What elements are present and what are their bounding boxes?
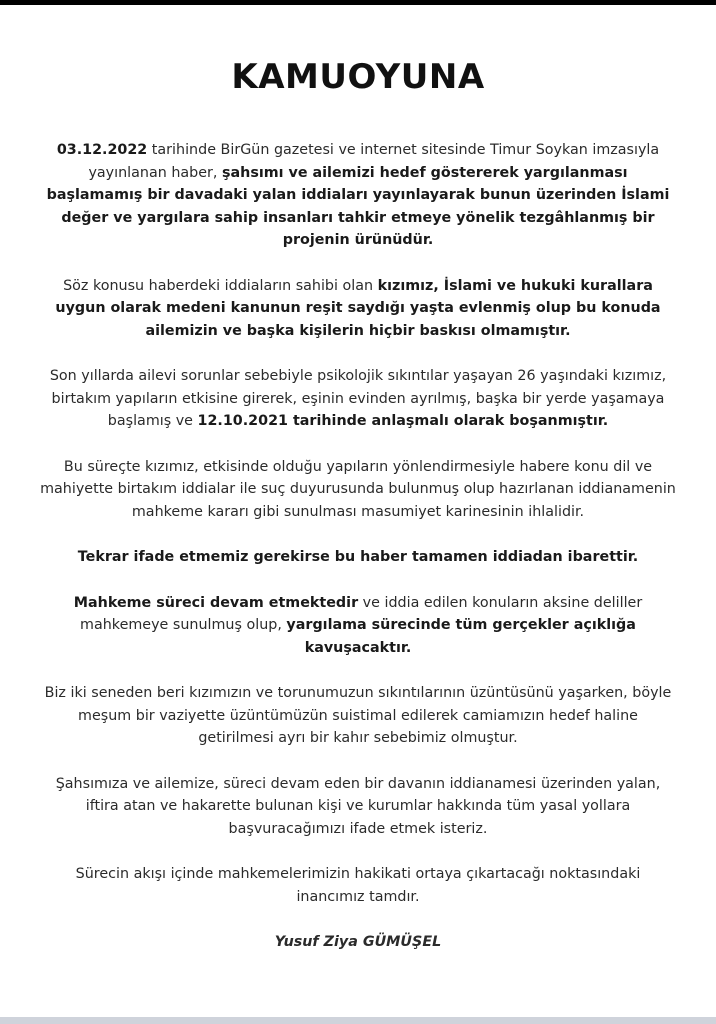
paragraph-6-bold-1: Mahkeme süreci devam etmektedir [73, 594, 359, 611]
paragraph-3-text: Son yıllarda ailevi sorunlar sebebiyle psikolojik sıkıntılar yaşayan 26 yaşındaki kızımız, birtakım yapıların etkisine girerek, eşinin evinden ayrılmış, başka bir yerde yaşamaya başlamış ve [49, 368, 667, 429]
statement-body [40, 139, 676, 954]
paragraph-4 [40, 456, 676, 524]
date-text: 03.12.2022 [56, 142, 148, 158]
paragraph-6-bold-2: yargılama sürecinde tüm gerçekler açıklığa kavuşacaktır. [286, 617, 636, 656]
paragraph-6 [40, 592, 676, 660]
bottom-strip [0, 1017, 716, 1024]
paragraph-1 [40, 139, 676, 252]
paragraph-5-bold: Tekrar ifade etmemiz gerekirse bu haber tamamen iddiadan ibarettir. [77, 549, 639, 565]
signature: Yusuf Ziya GÜMÜŞEL [274, 934, 442, 950]
paragraph-3-bold: 12.10.2021 tarihinde anlaşmalı olarak boşanmıştır. [197, 413, 609, 429]
paragraph-8-text: Şahsımıza ve ailemize, süreci devam eden bir davanın iddianamesi üzerinden yalan, iftira atan ve hakarette bulunan kişi ve kurumlar hakkında tüm yasal yollara başvuracağımızı ifade etmek isteriz. [55, 775, 661, 837]
document-page [0, 5, 716, 1017]
paragraph-2-text: Söz konusu haberdeki iddiaların sahibi olan [63, 277, 378, 294]
paragraph-1-text: tarihinde BirGün gazetesi ve internet sitesinde Timur Soykan imzasıyla yayınlanan haber, [88, 142, 660, 181]
paragraph-7 [40, 682, 676, 750]
paragraph-9 [40, 863, 676, 908]
paragraph-6-text: ve iddia edilen konuların aksine deliller mahkemeye sunulmuş olup, [80, 594, 643, 633]
paragraph-9-text: Sürecin akışı içinde mahkemelerimizin hakikati ortaya çıkartacağı noktasındaki inancımız tamdır. [75, 866, 641, 905]
paragraph-5 [40, 546, 676, 569]
paragraph-8 [40, 773, 676, 841]
paragraph-2 [40, 275, 676, 343]
paragraph-1-bold: şahsımı ve ailemizi hedef göstererek yargılanması başlamamış bir davadaki yalan iddiaları yayınlayarak bunun üzerinden İslami değer ve yargılara sahip insanları tahkir etmeye yönelik tezgâhlanmış bir projenin ürünüdür. [46, 164, 670, 248]
paragraph-3 [40, 365, 676, 433]
page-title: KAMUOYUNA [231, 57, 485, 97]
paragraph-2-bold: kızımız, İslami ve hukuki kurallara uygun olarak medeni kanunun reşit saydığı yaşta evlenmiş olup bu konuda ailemizin ve başka kişilerin hiçbir baskısı olmamıştır. [55, 277, 661, 339]
paragraph-7-text: Biz iki seneden beri kızımızın ve torunumuzun sıkıntılarının üzüntüsünü yaşarken, böyle meşum bir vaziyette üzüntümüzün suistimal edilerek camiamızın hedef haline getirilmesi ayrı bir kahır sebebimiz olmuştur. [44, 685, 672, 746]
paragraph-4-text: Bu süreçte kızımız, etkisinde olduğu yapıların yönlendirmesiyle habere konu dil ve mahiyette birtakım iddialar ile suç duyurusunda bulunmuş olup hazırlanan iddianamenin mahkeme kararı gibi sunulması masumiyet karinesinin ihlalidir. [40, 458, 676, 520]
